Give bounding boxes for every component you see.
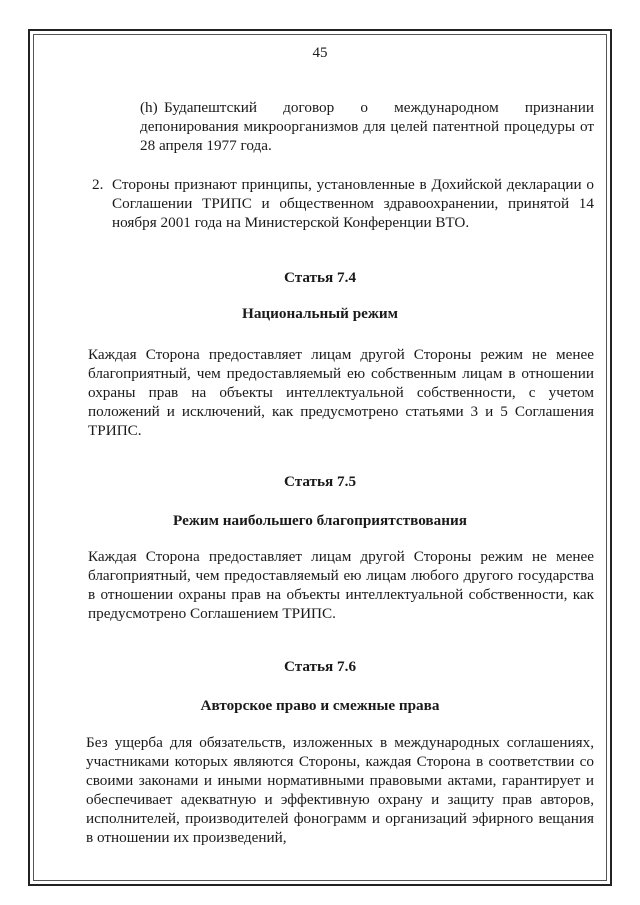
article-7-6-body [86,733,594,847]
article-7-5-title: Режим наибольшего благоприятствования [173,512,467,529]
list-marker-2: 2. [92,176,104,193]
list-marker-h: (h) [140,99,158,116]
page-number: 45 [312,45,328,61]
list-text-2: Стороны признают принципы, установленные в Дохийской декларации о Соглашении ТРИПС и общественном здравоохранении, принятой 14 ноября 2001 года на Министерской Конференции ВТО. [112,176,594,231]
article-7-5-paragraph: Каждая Сторона предоставляет лицам другой Стороны режим не менее благоприятный, чем предоставляемый ею лицам любого другого государства в отношении охраны прав на объекты интеллектуальной собственности, как предусмотрено Соглашением ТРИПС. [88,548,594,622]
article-7-4-body [88,345,594,440]
article-7-5-number: Статья 7.5 [283,473,357,490]
article-7-6-number: Статья 7.6 [283,658,357,675]
article-7-6-paragraph: Без ущерба для обязательств, изложенных в международных соглашениях, участниками которых являются Стороны, каждая Сторона в соответствии со своими законами и иными нормативными правовыми актами, гарантирует и обеспечивает адекватную и эффективную охрану и защиту прав авторов, исполнителей, производителей фонограмм и организаций эфирного вещания в отношении их произведений, [86,734,594,846]
list-item-h [140,98,594,155]
list-item-2 [92,175,594,232]
article-7-4-title: Национальный режим [242,305,398,322]
article-7-4-paragraph: Каждая Сторона предоставляет лицам другой Стороны режим не менее благоприятный, чем предоставляемый ею собственным лицам в отношении охраны прав на объекты интеллектуальной собственности, с учетом положений и исключений, как предусмотрено статьями 3 и 5 Соглашения ТРИПС. [88,346,594,439]
article-7-6-title: Авторское право и смежные права [200,697,440,714]
article-7-5-body [88,547,594,623]
article-7-4-number: Статья 7.4 [283,269,357,286]
list-text-h: Будапештский договор о международном признании депонирования микроорганизмов для целей патентной процедуры от 28 апреля 1977 года. [140,99,594,154]
